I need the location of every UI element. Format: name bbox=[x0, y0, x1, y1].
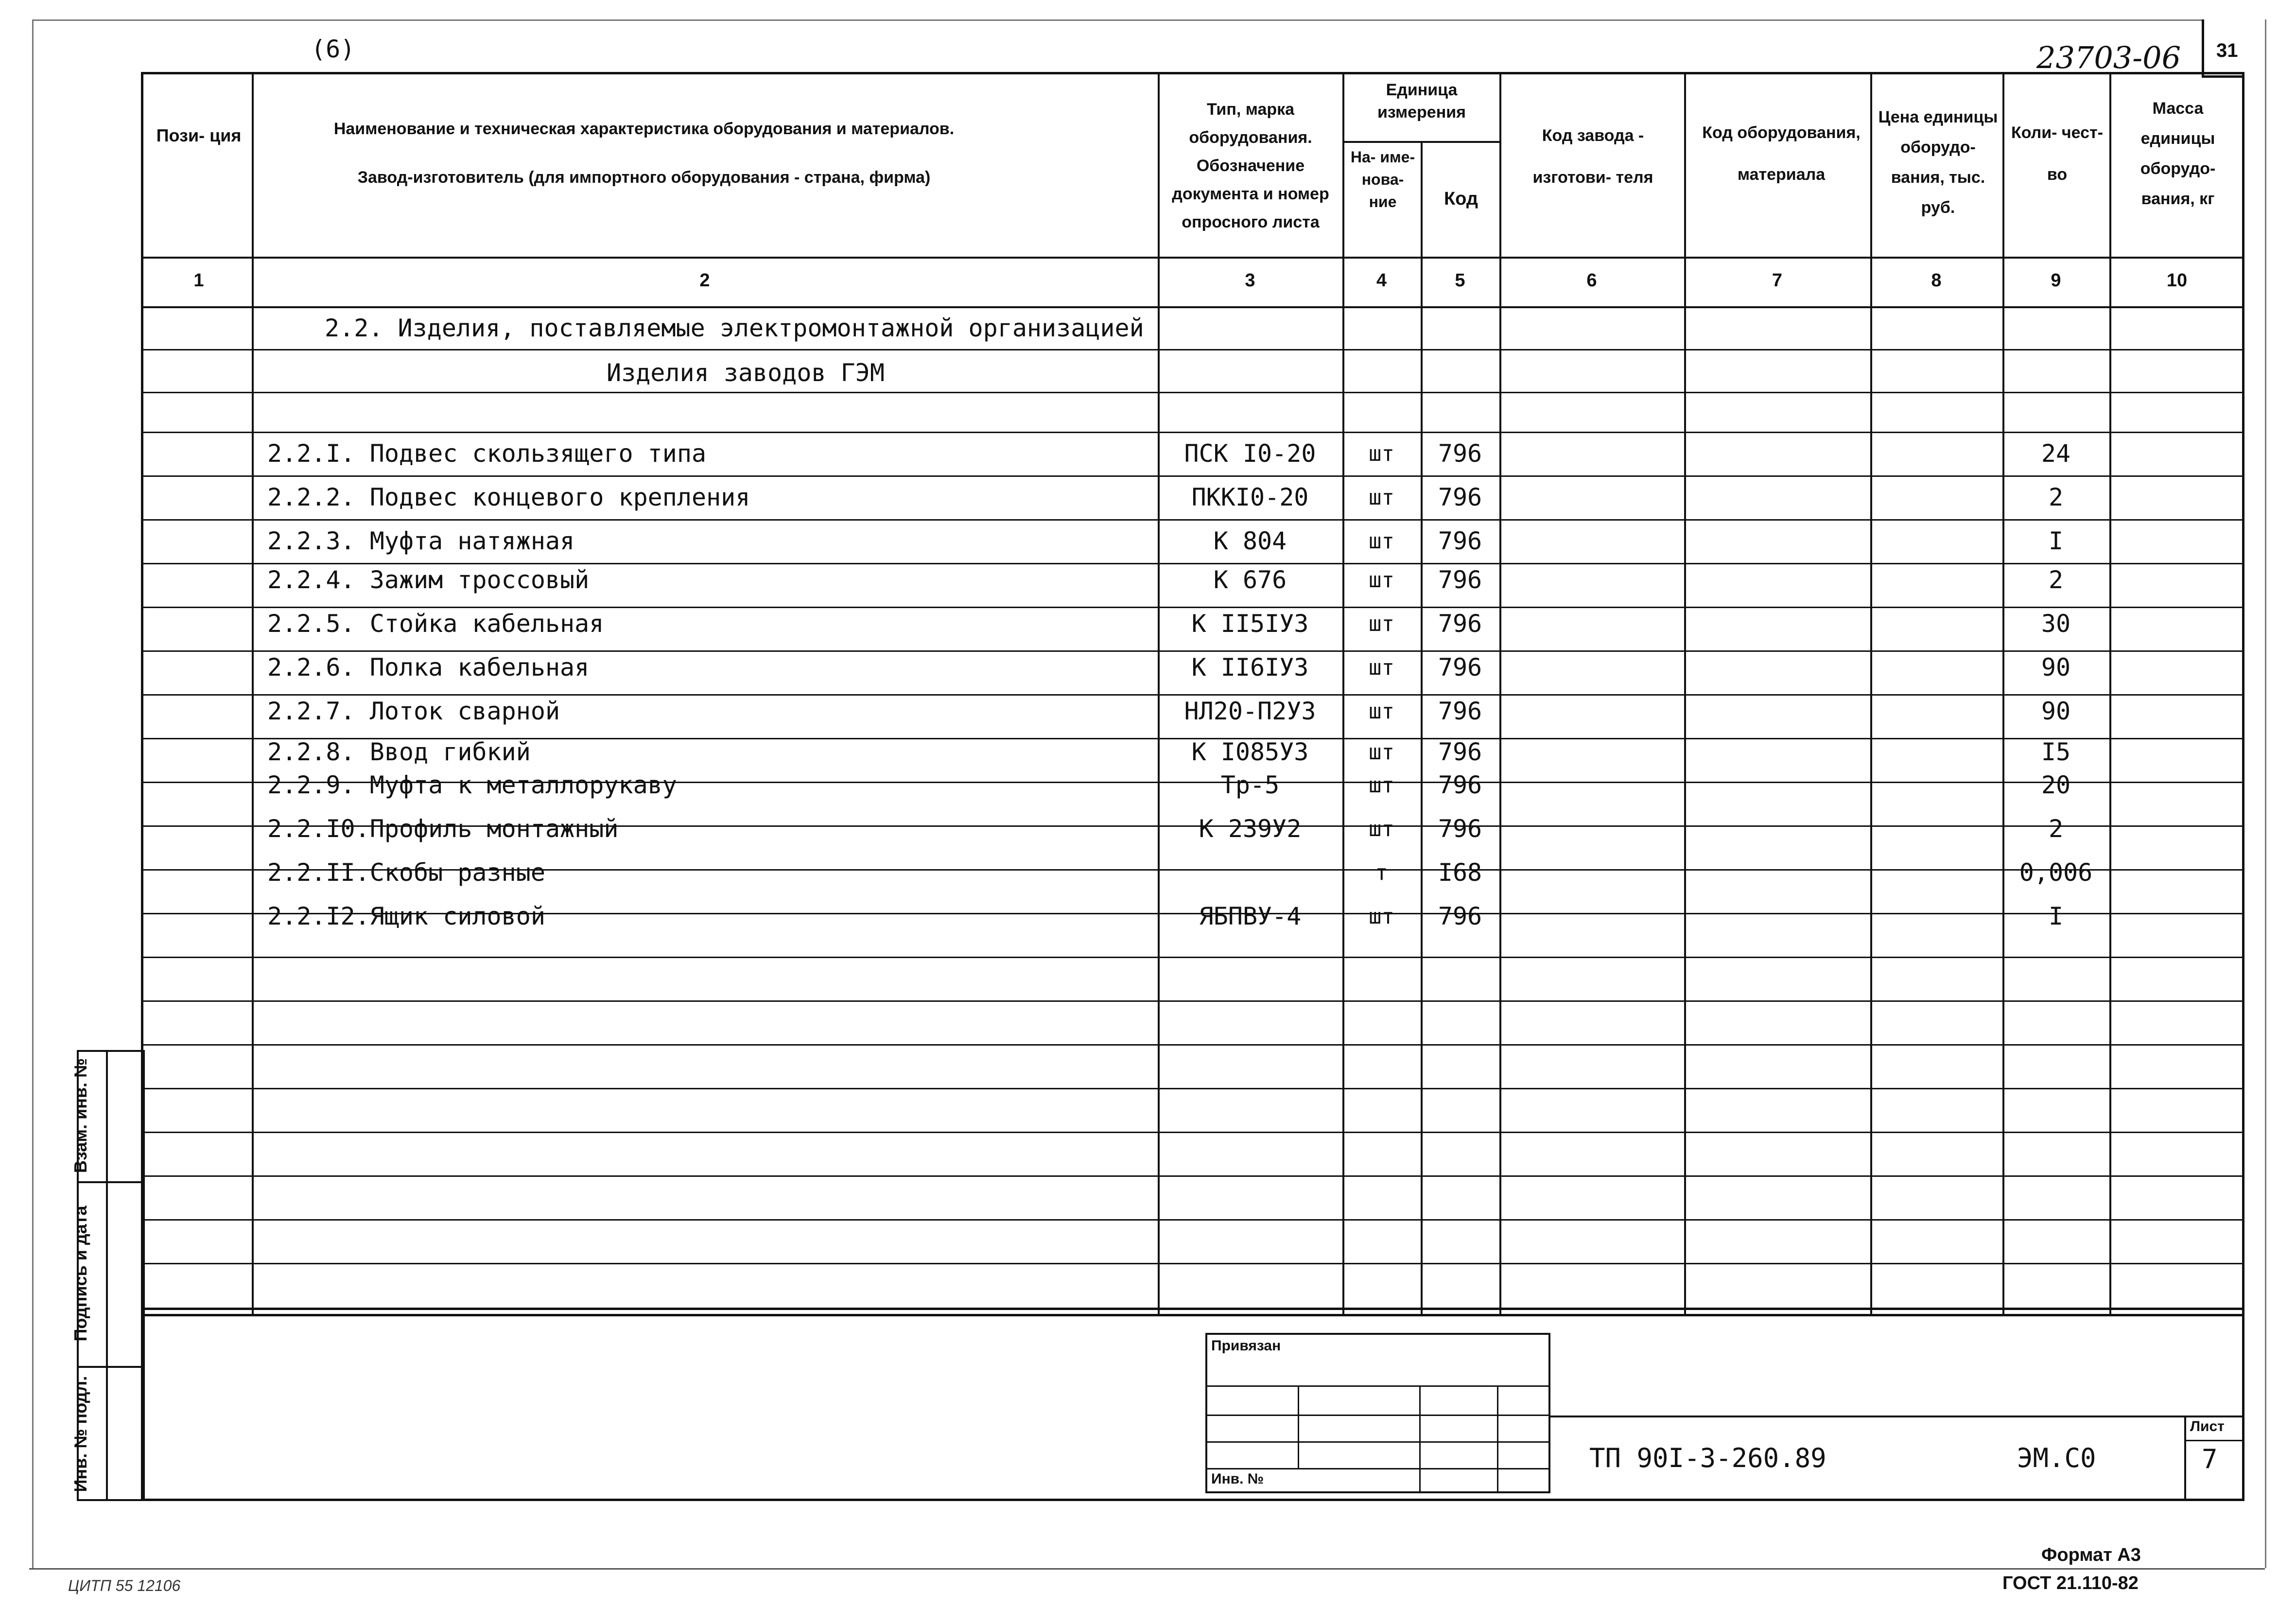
row-line bbox=[141, 1088, 2244, 1089]
sheet-number: 7 bbox=[2202, 1444, 2218, 1474]
row-line bbox=[141, 475, 2244, 477]
header-name-line1: Наименование и техническая характеристика оборудования и материалов. bbox=[333, 120, 955, 138]
sheet-col bbox=[2184, 1416, 2186, 1501]
item-code: 796 bbox=[1438, 483, 1482, 511]
row-line bbox=[141, 607, 2244, 608]
row-line bbox=[141, 957, 2244, 958]
inv-no-label: Инв. № bbox=[1211, 1471, 1264, 1487]
item-name: 2.2.9. Муфта к металлорукаву bbox=[267, 771, 677, 799]
row-line bbox=[141, 650, 2244, 652]
row-line bbox=[141, 1175, 2244, 1177]
colnum-bottom-line bbox=[141, 306, 2244, 308]
sheet-divider bbox=[2184, 1440, 2244, 1441]
item-type: К II6IУ3 bbox=[1191, 653, 1309, 682]
item-name: 2.2.I. Подвес скользящего типа bbox=[267, 439, 707, 468]
item-type: Тр-5 bbox=[1220, 771, 1280, 799]
item-code: 796 bbox=[1438, 771, 1482, 799]
privyazan-col bbox=[1497, 1385, 1498, 1493]
colnum-9: 9 bbox=[2051, 270, 2061, 291]
format-label: Формат A3 bbox=[2041, 1545, 2141, 1565]
item-qty: 20 bbox=[2041, 771, 2071, 799]
privyazan-line bbox=[1205, 1441, 1550, 1443]
item-code: 796 bbox=[1438, 439, 1482, 468]
header-bottom-line bbox=[141, 257, 2244, 259]
item-name: 2.2.3. Муфта натяжная bbox=[267, 527, 575, 555]
item-code: 796 bbox=[1438, 738, 1482, 766]
header-name-line2: Завод-изготовитель (для импортного оборудования - страна, фирма) bbox=[357, 168, 931, 187]
corner-number: 31 bbox=[2216, 40, 2238, 61]
row-line bbox=[141, 1000, 2244, 1002]
row-line bbox=[141, 1044, 2244, 1046]
page-edge bbox=[32, 19, 2202, 21]
side-stamp-divider bbox=[106, 1050, 108, 1501]
item-type: К 676 bbox=[1213, 566, 1287, 594]
item-unit: шт bbox=[1369, 699, 1394, 724]
row-line bbox=[141, 392, 2244, 393]
colnum-7: 7 bbox=[1772, 270, 1783, 291]
row-line bbox=[141, 519, 2244, 521]
row-line bbox=[141, 1219, 2244, 1221]
colnum-1: 1 bbox=[193, 270, 204, 291]
section-mark: (6) bbox=[311, 35, 355, 63]
unit-header-divider bbox=[1342, 141, 1499, 143]
row-line bbox=[141, 1132, 2244, 1133]
item-name: 2.2.5. Стойка кабельная bbox=[267, 610, 604, 638]
item-unit: шт bbox=[1369, 740, 1394, 765]
item-code: 796 bbox=[1438, 815, 1482, 843]
item-qty: 2 bbox=[2048, 815, 2064, 843]
header-equipment-code: Код оборудования, материала bbox=[1702, 123, 1861, 184]
bottom-frame bbox=[141, 1308, 2244, 1501]
colnum-2: 2 bbox=[699, 270, 710, 291]
item-name: 2.2.I2.Ящик силовой bbox=[267, 902, 545, 930]
row-line bbox=[141, 432, 2244, 433]
header-unit-name: На- име- нова- ние bbox=[1350, 148, 1415, 210]
header-position: Пози- ция bbox=[156, 125, 242, 145]
page-edge bbox=[2265, 19, 2266, 1568]
header-unit: Единица измерения bbox=[1377, 81, 1466, 122]
header-price: Цена единицы оборудо- вания, тыс. руб. bbox=[1878, 108, 1998, 217]
row-line bbox=[141, 349, 2244, 350]
item-type: ЯБПВУ-4 bbox=[1199, 902, 1302, 930]
item-unit: шт bbox=[1369, 817, 1394, 841]
privyazan-col bbox=[1298, 1385, 1299, 1468]
page-edge bbox=[32, 19, 34, 1568]
print-mark: ЦИТП 55 12106 bbox=[68, 1577, 181, 1594]
item-name: 2.2.6. Полка кабельная bbox=[267, 653, 590, 682]
col-divider bbox=[1421, 141, 1423, 1316]
side-vzam-label: Взам. инв. № bbox=[70, 1058, 90, 1173]
item-code: I68 bbox=[1438, 858, 1482, 887]
item-name: 2.2.7. Лоток сварной bbox=[267, 697, 560, 725]
item-qty: 90 bbox=[2041, 697, 2071, 725]
item-unit: шт bbox=[1369, 655, 1394, 680]
privyazan-line bbox=[1205, 1415, 1550, 1416]
gost-label: ГОСТ 21.110-82 bbox=[2002, 1573, 2139, 1593]
privyazan-line bbox=[1205, 1468, 1550, 1469]
item-code: 796 bbox=[1438, 610, 1482, 638]
side-inv-label: Инв. № подл. bbox=[70, 1376, 90, 1492]
colnum-3: 3 bbox=[1245, 270, 1255, 291]
item-type: ПККI0-20 bbox=[1191, 483, 1309, 511]
section-title: 2.2. Изделия, поставляемые электромонтажной организацией bbox=[325, 314, 1144, 342]
item-name: 2.2.2. Подвес концевого крепления bbox=[267, 483, 750, 511]
item-code: 796 bbox=[1438, 527, 1482, 555]
header-maker-code: Код завода - изготови- теля bbox=[1532, 126, 1653, 187]
item-unit: шт bbox=[1369, 441, 1394, 466]
privyazan-label: Привязан bbox=[1211, 1338, 1281, 1354]
item-qty: 90 bbox=[2041, 653, 2071, 682]
designation-top-line bbox=[1550, 1416, 2244, 1417]
subsection-title: Изделия заводов ГЭМ bbox=[607, 359, 885, 387]
item-qty: I bbox=[2048, 527, 2064, 555]
colnum-4: 4 bbox=[1376, 270, 1387, 291]
side-podpis-label: Подпись и дата bbox=[70, 1206, 90, 1342]
item-unit: т bbox=[1375, 860, 1388, 885]
item-unit: шт bbox=[1369, 612, 1394, 636]
item-type: ПСК I0-20 bbox=[1184, 439, 1316, 468]
item-type: К 239У2 bbox=[1199, 815, 1302, 843]
item-code: 796 bbox=[1438, 697, 1482, 725]
privyazan-col bbox=[1419, 1385, 1421, 1493]
header-type: Тип, марка оборудования. Обозначение документа и номер опросного листа bbox=[1172, 100, 1329, 231]
row-line bbox=[141, 563, 2244, 564]
item-type: К 804 bbox=[1213, 527, 1287, 555]
item-qty: 2 bbox=[2048, 566, 2064, 594]
item-qty: 24 bbox=[2041, 439, 2071, 468]
item-code: 796 bbox=[1438, 902, 1482, 930]
item-unit: шт bbox=[1369, 529, 1394, 554]
sheet-label: Лист bbox=[2190, 1418, 2225, 1434]
privyazan-line bbox=[1205, 1385, 1550, 1387]
item-type: К I085У3 bbox=[1191, 738, 1309, 766]
item-code: 796 bbox=[1438, 653, 1482, 682]
item-name: 2.2.II.Скобы разные bbox=[267, 858, 545, 887]
colnum-8: 8 bbox=[1931, 270, 1942, 291]
item-type: К II5IУ3 bbox=[1191, 610, 1309, 638]
item-name: 2.2.I0.Профиль монтажный bbox=[267, 815, 619, 843]
item-unit: шт bbox=[1369, 568, 1394, 593]
item-name: 2.2.8. Ввод гибкий bbox=[267, 738, 531, 766]
row-line bbox=[141, 694, 2244, 696]
item-qty: I bbox=[2048, 902, 2064, 930]
item-qty: 30 bbox=[2041, 610, 2071, 638]
colnum-10: 10 bbox=[2166, 270, 2188, 291]
item-code: 796 bbox=[1438, 566, 1482, 594]
row-line bbox=[141, 1263, 2244, 1264]
doc-number: 23703-06 bbox=[2036, 40, 2181, 75]
header-unit-code: Код bbox=[1444, 189, 1478, 209]
header-qty: Коли- чест- во bbox=[2011, 123, 2104, 184]
doc-designation: ТП 90I-3-260.89 bbox=[1589, 1443, 1826, 1473]
item-qty: 2 bbox=[2048, 483, 2064, 511]
item-type: НЛ20-П2У3 bbox=[1184, 697, 1316, 725]
doc-code: ЭМ.С0 bbox=[2017, 1443, 2096, 1473]
item-unit: шт bbox=[1369, 773, 1394, 798]
colnum-6: 6 bbox=[1586, 270, 1597, 291]
item-unit: шт bbox=[1369, 904, 1394, 929]
item-name: 2.2.4. Зажим троссовый bbox=[267, 566, 590, 594]
item-unit: шт bbox=[1369, 485, 1394, 510]
item-qty: 0,006 bbox=[2019, 858, 2093, 887]
header-mass: Масса единицы оборудо- вания, кг bbox=[2140, 99, 2216, 208]
colnum-5: 5 bbox=[1455, 270, 1465, 291]
page-edge bbox=[29, 1568, 2265, 1570]
item-qty: I5 bbox=[2041, 738, 2071, 766]
